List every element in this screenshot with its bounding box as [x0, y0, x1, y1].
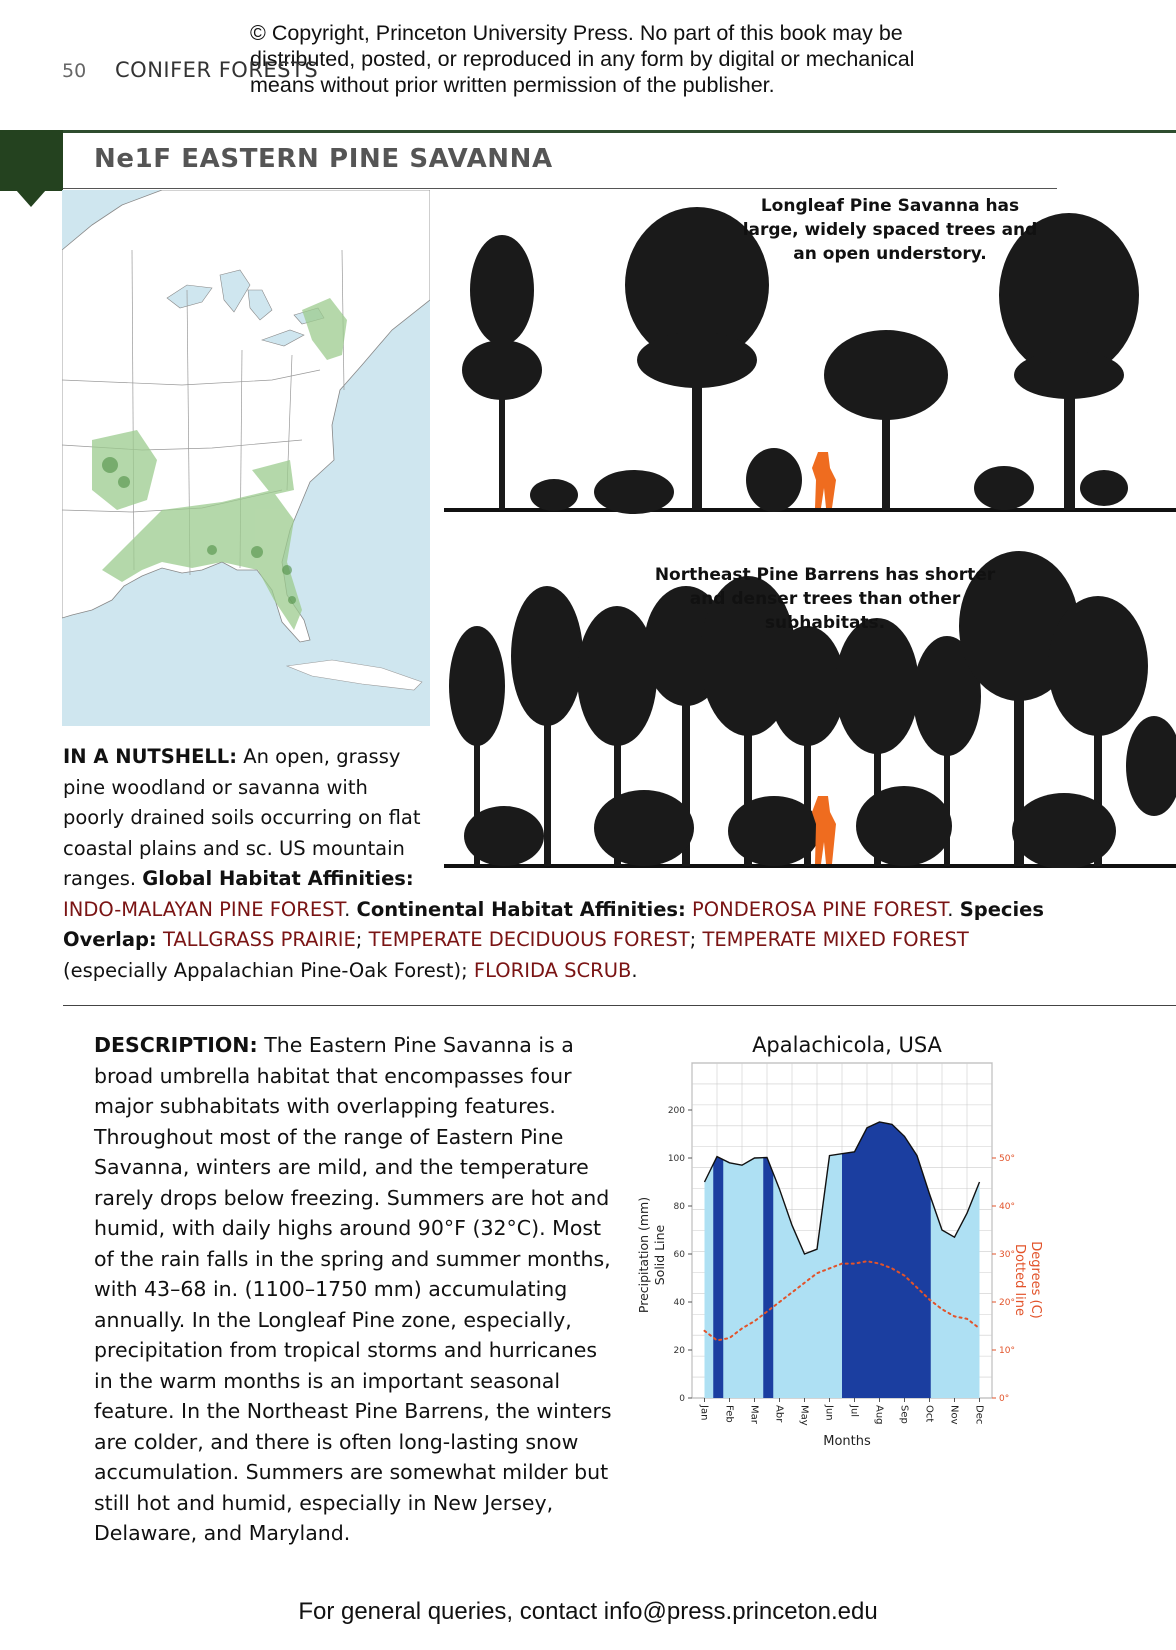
- left-tick-label: 100: [667, 1154, 685, 1164]
- month-label: Abr: [773, 1405, 785, 1423]
- overlap-link-florida-scrub[interactable]: FLORIDA SCRUB: [473, 958, 632, 982]
- right-tick-label: 0°: [999, 1394, 1010, 1404]
- chart-ylabel-right-1: Degrees (C): [1028, 1241, 1043, 1319]
- chart-ylabel-left-1: Precipitation (mm): [636, 1196, 651, 1314]
- chart-ylabel-left-2: Solid Line: [652, 1224, 667, 1286]
- climate-chart: [630, 1025, 1070, 1455]
- section-tab-notch: [16, 190, 46, 207]
- month-label: Aug: [873, 1405, 885, 1425]
- month-label: Jan: [698, 1405, 710, 1421]
- chart-plot-area: [668, 1063, 1015, 1426]
- range-map: [62, 190, 430, 726]
- month-label: Nov: [948, 1405, 960, 1425]
- copyright-notice: [250, 20, 970, 98]
- chart-ylabel-right: [1012, 1241, 1043, 1318]
- global-affinities-label: Global Habitat Affinities:: [142, 867, 414, 890]
- month-label: Feb: [723, 1405, 735, 1423]
- chart-title: Apalachicola, USA: [752, 1033, 942, 1057]
- chart-xlabel: Months: [823, 1434, 871, 1449]
- title-rule: [63, 188, 1057, 189]
- copyright-line-1: © Copyright, Princeton University Press. No part of this book may be: [250, 21, 903, 45]
- person-figure: [812, 452, 836, 508]
- continental-affinities-label: Continental Habitat Affinities:: [356, 897, 686, 921]
- description-label: DESCRIPTION:: [94, 1033, 258, 1057]
- description-section: [94, 1030, 619, 1549]
- footer-contact: For general queries, contact info@press.princeton.edu: [298, 1598, 878, 1625]
- left-tick-label: 60: [673, 1250, 685, 1260]
- copyright-line-2: distributed, posted, or reproduced in any form by digital or mechanical: [250, 47, 915, 71]
- overlap-link-tallgrass[interactable]: TALLGRASS PRAIRIE: [162, 928, 356, 951]
- left-tick-label: 40: [673, 1298, 685, 1308]
- pine-barrens-caption: Northeast Pine Barrens has shorter and denser trees than other subhabitats.: [654, 565, 996, 633]
- month-label: Oct: [923, 1405, 935, 1423]
- nutshell-section: IN A NUTSHELL: An open, grassy pine woodland or savanna with poorly drained soils occurring on flat coastal plains and sc. US mountain ranges. Global Habitat Affinities: INDO-MALAYAN PINE FOREST. Continental Habitat Affinities: PONDEROSA PINE FOREST. Species Overlap: TALLGRASS PRAIRIE; TEMPERATE DECIDUOUS FOREST; TEMPERATE MIXED FOREST (especially Appalachian Pine-Oak Forest); FLORIDA SCRUB.: [63, 742, 1068, 986]
- chart-ylabel-right-2: Dotted line: [1012, 1243, 1027, 1317]
- top-rule: [0, 130, 1176, 133]
- right-tick-label: 40°: [999, 1202, 1015, 1212]
- chart-ylabel-left: [636, 1197, 667, 1313]
- section-divider: [63, 1005, 1176, 1006]
- overlap-link-deciduous[interactable]: TEMPERATE DECIDUOUS FOREST: [368, 928, 690, 951]
- right-tick-label: 20°: [999, 1298, 1015, 1308]
- right-tick-label: 50°: [999, 1154, 1015, 1164]
- species-overlap-label: Species Overlap:: [63, 897, 1044, 951]
- right-tick-label: 30°: [999, 1250, 1015, 1260]
- description-text: The Eastern Pine Savanna is a broad umbrella habitat that encompasses four major subhabitats with overlapping features. Throughout most of the range of Eastern Pine Savanna, winters are mild, and the temperature rarely drops below freezing. Summers are hot and humid, with daily highs around 90°F (32°C). Most of the rain falls in the spring and summer months, with 43–68 in. (1100–1750 mm) accumulating annually. In the Longleaf Pine zone, especially, precipitation from tropical storms and hurricanes in the warm months is an important seasonal feature. In the Northeast Pine Barrens, the winters are colder, and there is often long-lasting snow accumulation. Summers are somewhat milder but still hot and humid, especially in New Jersey, Delaware, and Maryland.: [94, 1033, 612, 1545]
- copyright-line-3: means without prior written permission of the publisher.: [250, 73, 775, 97]
- running-head: CONIFER FORESTS: [115, 58, 319, 82]
- month-label: Jun: [823, 1405, 835, 1421]
- overlap-note: (especially Appalachian Pine-Oak Forest);: [63, 958, 474, 982]
- left-tick-label: 80: [673, 1202, 685, 1212]
- right-tick-label: 10°: [999, 1346, 1015, 1356]
- illustration-spacer: [428, 742, 1068, 894]
- section-title: Ne1F EASTERN PINE SAVANNA: [94, 144, 553, 174]
- month-label: Dec: [973, 1405, 985, 1425]
- month-label: May: [798, 1405, 810, 1426]
- overlap-link-mixed[interactable]: TEMPERATE MIXED FOREST: [702, 928, 969, 951]
- section-tab: [0, 130, 63, 191]
- global-affinity-link[interactable]: INDO-MALAYAN PINE FOREST: [63, 897, 345, 921]
- left-tick-label: 20: [673, 1346, 685, 1356]
- continental-affinity-link[interactable]: PONDEROSA PINE FOREST: [692, 897, 948, 921]
- longleaf-caption: Longleaf Pine Savanna has large, widely spaced trees and an open understory.: [742, 196, 1038, 264]
- month-label: Jul: [848, 1405, 860, 1418]
- left-tick-label: 200: [667, 1106, 685, 1116]
- month-label: Sep: [898, 1405, 910, 1424]
- nutshell-label: IN A NUTSHELL:: [63, 745, 238, 768]
- left-tick-label: 0: [679, 1394, 685, 1404]
- page-number: 50: [62, 60, 87, 82]
- nutshell-text: An open, grassy pine woodland or savanna with poorly drained soils occurring on flat coastal plains and sc. US mountain ranges.: [63, 745, 421, 890]
- month-label: Mar: [748, 1405, 760, 1424]
